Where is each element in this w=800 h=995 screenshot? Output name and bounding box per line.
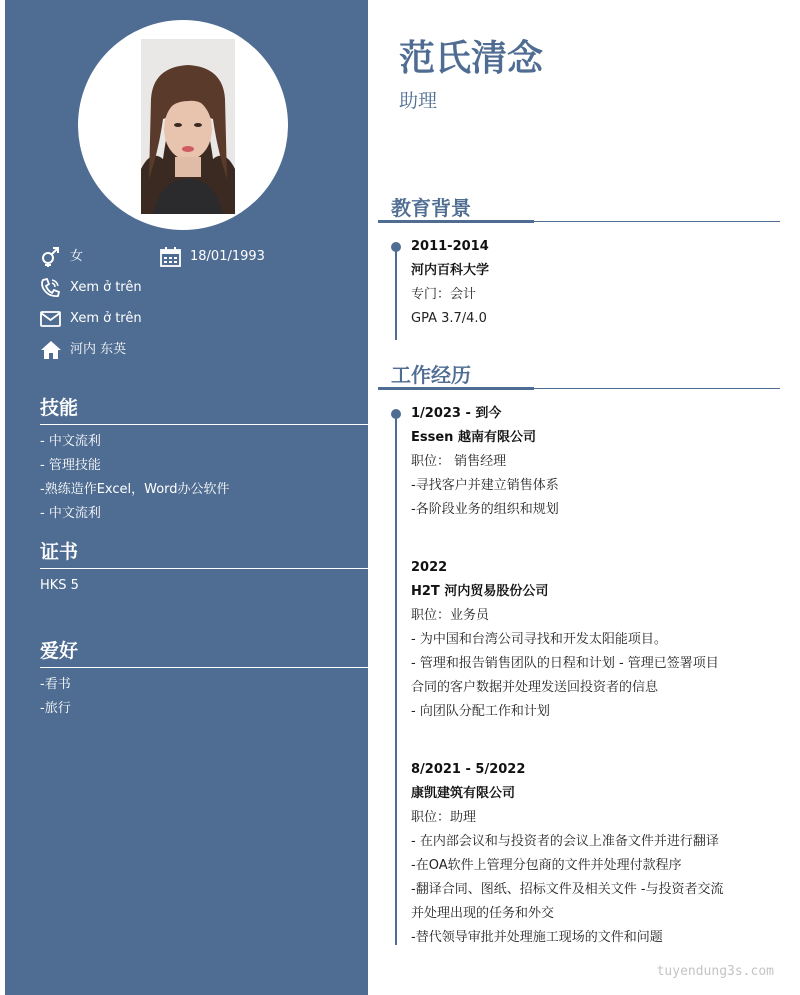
- work-detail: -在OA软件上管理分包商的文件并处理付款程序: [411, 858, 682, 873]
- phone-value: Xem ở trên: [70, 280, 142, 295]
- work-period: 8/2021 - 5/2022: [411, 762, 526, 777]
- work-divider-accent: [378, 387, 534, 390]
- work-entry: [411, 402, 559, 522]
- skills-list: [40, 430, 230, 526]
- work-detail: -各阶段业务的组织和规划: [411, 502, 559, 517]
- work-detail: - 向团队分配工作和计划: [411, 704, 550, 719]
- work-detail: -寻找客户并建立销售体系: [411, 478, 559, 493]
- gender-icon: [40, 247, 62, 267]
- work-detail: - 在内部会议和与投资者的会议上准备文件并进行翻译: [411, 834, 719, 849]
- work-position: 职位： 销售经理: [411, 454, 507, 469]
- profile-photo: [141, 39, 235, 214]
- timeline-dot: [391, 409, 401, 419]
- skill-item: - 中文流利: [40, 434, 101, 449]
- certificates-title: 证书: [40, 541, 79, 563]
- work-company: 康凯建筑有限公司: [411, 786, 516, 801]
- phone-row: [40, 278, 240, 298]
- hobbies-title: 爱好: [40, 640, 79, 662]
- education-gpa: GPA 3.7/4.0: [411, 311, 487, 326]
- candidate-role: 助理: [399, 90, 438, 112]
- work-detail: 并处理出现的任务和外交: [411, 906, 555, 921]
- work-position: 职位：助理: [411, 810, 477, 825]
- email-value: Xem ở trên: [70, 311, 142, 326]
- certificates-divider: [40, 568, 368, 569]
- work-position: 职位：业务员: [411, 608, 490, 623]
- sidebar: [5, 0, 368, 995]
- gender-value: 女: [70, 249, 84, 264]
- work-detail: - 管理和报告销售团队的日程和计划 - 管理已签署项目: [411, 656, 719, 671]
- hobbies-divider: [40, 667, 368, 668]
- birthdate-value: 18/01/1993: [190, 249, 265, 264]
- timeline-dot: [391, 242, 401, 252]
- email-row: [40, 309, 240, 329]
- work-title: 工作经历: [391, 363, 471, 387]
- education-major: 专门：会计: [411, 287, 477, 302]
- calendar-icon: [160, 247, 182, 267]
- birthdate-row: [160, 247, 320, 267]
- education-title: 教育背景: [391, 196, 471, 220]
- hobby-item: -看书: [40, 677, 71, 692]
- work-period: 2022: [411, 560, 448, 575]
- education-divider-accent: [378, 220, 534, 223]
- work-company: Essen 越南有限公司: [411, 430, 536, 445]
- watermark: tuyendung3s.com: [656, 964, 774, 979]
- address-value: 河内 东英: [70, 342, 127, 357]
- work-entry: [411, 758, 724, 950]
- skill-item: - 中文流利: [40, 506, 101, 521]
- certificate-item: HKS 5: [40, 578, 79, 593]
- work-detail: -替代领导审批并处理施工现场的文件和问题: [411, 930, 663, 945]
- address-row: [40, 340, 240, 360]
- education-entry: [411, 235, 489, 331]
- candidate-name: 范氏清念: [399, 38, 544, 79]
- education-period: 2011-2014: [411, 239, 489, 254]
- work-entry: [411, 556, 719, 724]
- education-school: 河内百科大学: [411, 263, 490, 278]
- skills-divider: [40, 424, 368, 425]
- hobby-item: -旅行: [40, 701, 71, 716]
- gender-row: [40, 247, 150, 267]
- work-company: H2T 河内贸易股份公司: [411, 584, 549, 599]
- hobbies-list: [40, 673, 71, 721]
- envelope-icon: [40, 309, 62, 329]
- home-icon: [40, 340, 62, 360]
- work-timeline-line: [395, 413, 397, 945]
- certificates-list: [40, 574, 79, 598]
- skill-item: - 管理技能: [40, 458, 101, 473]
- skill-item: -熟练造作Excel，Word办公软件: [40, 482, 230, 497]
- work-detail: 合同的客户数据并处理发送回投资者的信息: [411, 680, 659, 695]
- education-timeline-line: [395, 246, 397, 340]
- work-period: 1/2023 - 到今: [411, 406, 502, 421]
- skills-title: 技能: [40, 397, 79, 419]
- work-detail: - 为中国和台湾公司寻找和开发太阳能项目。: [411, 632, 667, 647]
- phone-icon: [40, 278, 62, 298]
- work-detail: -翻译合同、图纸、招标文件及相关文件 -与投资者交流: [411, 882, 724, 897]
